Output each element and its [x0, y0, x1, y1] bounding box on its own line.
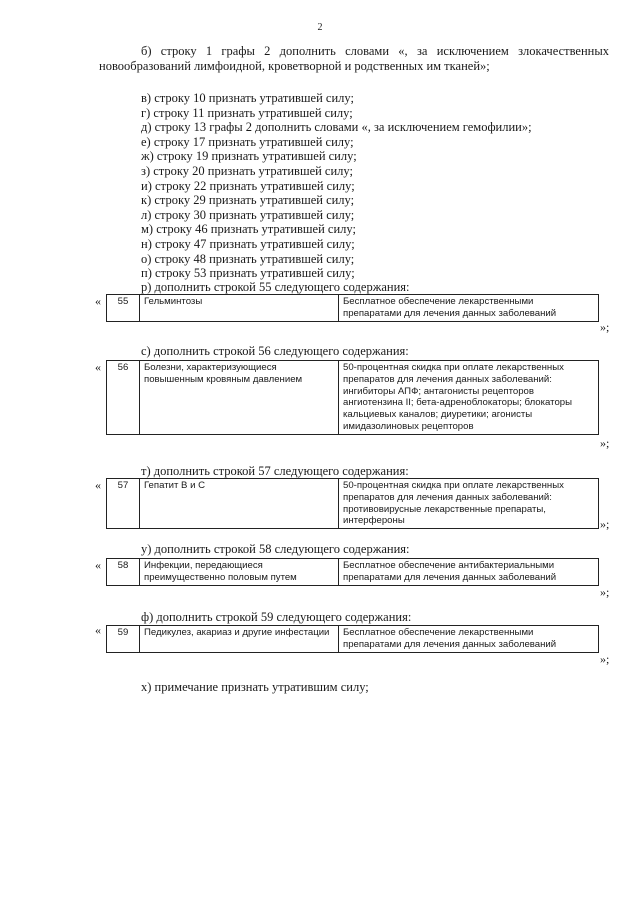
list-item: к) строку 29 признать утратившей силу;	[141, 193, 355, 208]
table-row	[107, 295, 599, 322]
table-row	[107, 559, 599, 586]
quote-open: «	[95, 478, 101, 492]
list-item: е) строку 17 признать утратившей силу;	[141, 134, 354, 149]
benefit-condition: Бесплатное обеспечение антибактериальными препаратами для лечения данных заболеваний	[339, 559, 599, 586]
addition-heading: т) дополнить строкой 57 следующего содержания:	[141, 464, 409, 478]
quote-close: »;	[600, 585, 610, 599]
disease-name: Инфекции, передающиеся преимущественно половым путем	[140, 559, 339, 586]
addition-heading: у) дополнить строкой 58 следующего содержания:	[141, 542, 410, 556]
list-item: г) строку 11 признать утратившей силу;	[141, 105, 353, 120]
addition-table-56	[106, 360, 599, 435]
table-row	[107, 361, 599, 435]
quote-close: »;	[600, 517, 610, 531]
quote-close: »;	[600, 436, 610, 450]
list-item: в) строку 10 признать утратившей силу;	[141, 91, 354, 105]
benefit-condition: Бесплатное обеспечение лекарственными препаратами для лечения данных заболеваний	[339, 626, 599, 653]
addition-table-57	[106, 478, 599, 529]
list-item: д) строку 13 графы 2 дополнить словами «, за исключением гемофилии»;	[141, 120, 532, 135]
quote-open: «	[95, 360, 101, 374]
addition-heading: с) дополнить строкой 56 следующего содержания:	[141, 344, 409, 358]
list-item: л) строку 30 признать утратившей силу;	[141, 207, 355, 222]
disease-name: Гепатит В и С	[140, 479, 339, 529]
benefit-condition: 50-процентная скидка при оплате лекарственных препаратов для лечения данных заболеваний: ингибиторы АПФ; антагонисты рецепторов ангиотензина II; бета-адреноблокаторы; блокаторы кальциевых каналов; диуретики; агонисты имидазолиновых рецепторов	[339, 361, 599, 435]
row-number: 59	[107, 626, 140, 653]
addition-heading: р) дополнить строкой 55 следующего содержания:	[141, 280, 410, 294]
row-number: 58	[107, 559, 140, 586]
amendment-list	[141, 91, 532, 281]
benefit-condition: 50-процентная скидка при оплате лекарственных препаратов для лечения данных заболеваний: противовирусные лекарственные препараты, интерфероны	[339, 479, 599, 529]
disease-name: Болезни, характеризующиеся повышенным кровяным давлением	[140, 361, 339, 435]
row-number: 56	[107, 361, 140, 435]
table-row	[107, 626, 599, 653]
row-number: 57	[107, 479, 140, 529]
addition-table-58	[106, 558, 599, 586]
list-item: п) строку 53 признать утратившей силу;	[141, 266, 355, 281]
list-item: з) строку 20 признать утратившей силу;	[141, 163, 353, 178]
disease-name: Гельминтозы	[140, 295, 339, 322]
final-item: х) примечание признать утратившим силу;	[141, 680, 369, 694]
list-item: о) строку 48 признать утратившей силу;	[141, 251, 355, 266]
list-item: ж) строку 19 признать утратившей силу;	[141, 149, 357, 164]
addition-table-55	[106, 294, 599, 322]
list-item: и) строку 22 признать утратившей силу;	[141, 178, 355, 193]
quote-open: «	[95, 294, 101, 308]
addition-heading: ф) дополнить строкой 59 следующего содержания:	[141, 610, 412, 624]
addition-table-59	[106, 625, 599, 653]
row-number: 55	[107, 295, 140, 322]
table-row	[107, 479, 599, 529]
list-item: м) строку 46 признать утратившей силу;	[141, 222, 356, 237]
page-number: 2	[317, 22, 323, 33]
benefit-condition: Бесплатное обеспечение лекарственными препаратами для лечения данных заболеваний	[339, 295, 599, 322]
disease-name: Педикулез, акариаз и другие инфестации	[140, 626, 339, 653]
quote-close: »;	[600, 652, 610, 666]
quote-open: «	[95, 623, 101, 637]
intro-paragraph: б) строку 1 графы 2 дополнить словами «, за исключением злокачественных новообразований лимфоидной, кроветворной и родственных им тканей»;	[99, 44, 609, 73]
list-item: н) строку 47 признать утратившей силу;	[141, 236, 355, 251]
quote-open: «	[95, 558, 101, 572]
quote-close: »;	[600, 320, 610, 334]
